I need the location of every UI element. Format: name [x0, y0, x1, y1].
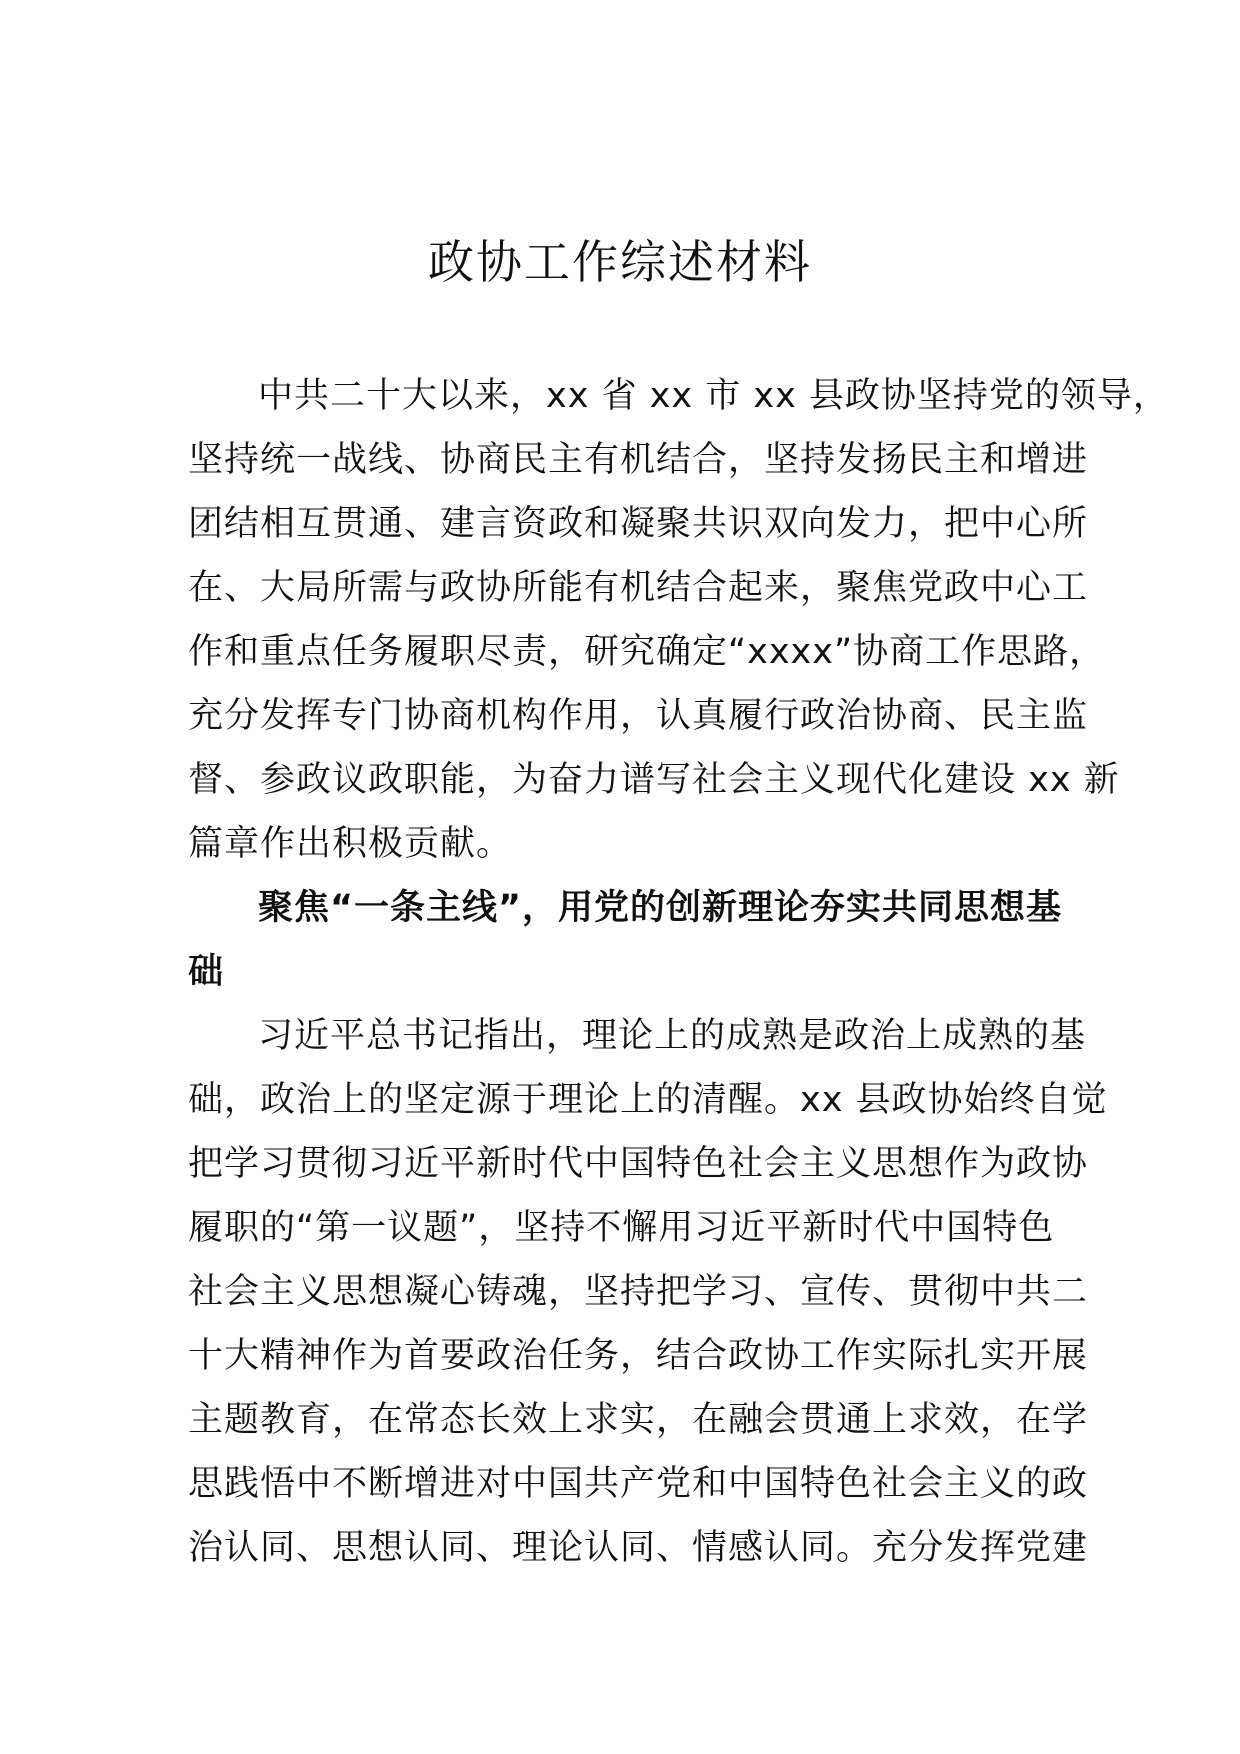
- paragraph-2-line-9: 治认同、思想认同、理论认同、情感认同。充分发挥党建: [188, 1528, 1089, 1568]
- paragraph-1-line-4: 在、大局所需与政协所能有机结合起来，聚焦党政中心工: [188, 568, 1089, 608]
- paragraph-1-line-3: 团结相互贯通、建言资政和凝聚共识双向发力，把中心所: [188, 504, 1089, 544]
- paragraph-2-line-8: 思践悟中不断增进对中国共产党和中国特色社会主义的政: [188, 1464, 1089, 1504]
- paragraph-2-line-2: 础，政治上的坚定源于理论上的清醒。xx 县政协始终自觉: [188, 1080, 1108, 1120]
- paragraph-1-line-7: 督、参政议政职能，为奋力谱写社会主义现代化建设 xx 新: [188, 760, 1120, 800]
- paragraph-2-line-5: 社会主义思想凝心铸魂，坚持把学习、宣传、贯彻中共二: [188, 1272, 1089, 1312]
- paragraph-1-line-1: 中共二十大以来，xx 省 xx 市 xx 县政协坚持党的领导，: [258, 376, 1169, 416]
- paragraph-2-line-3: 把学习贯彻习近平新时代中国特色社会主义思想作为政协: [188, 1144, 1089, 1184]
- section-heading-line-1: 聚焦“一条主线”，用党的创新理论夯实共同思想基: [258, 888, 1063, 928]
- section-heading-line-2: 础: [188, 952, 225, 992]
- paragraph-1-line-2: 坚持统一战线、协商民主有机结合，坚持发扬民主和增进: [188, 440, 1089, 480]
- paragraph-1-line-8: 篇章作出积极贡献。: [188, 824, 513, 864]
- paragraph-2-line-6: 十大精神作为首要政治任务，结合政协工作实际扎实开展: [188, 1336, 1089, 1376]
- document-title: 政协工作综述材料: [428, 235, 812, 289]
- paragraph-2-line-4: 履职的“第一议题”，坚持不懈用习近平新时代中国特色: [188, 1208, 1055, 1248]
- paragraph-1-line-5: 作和重点任务履职尽责，研究确定“xxxx”协商工作思路，: [188, 632, 1106, 672]
- paragraph-1-line-6: 充分发挥专门协商机构作用，认真履行政治协商、民主监: [188, 696, 1089, 736]
- paragraph-2-line-1: 习近平总书记指出，理论上的成熟是政治上成熟的基: [258, 1016, 1087, 1056]
- document-body: [188, 364, 1169, 1580]
- paragraph-2-line-7: 主题教育，在常态长效上求实，在融会贯通上求效，在学: [188, 1400, 1089, 1440]
